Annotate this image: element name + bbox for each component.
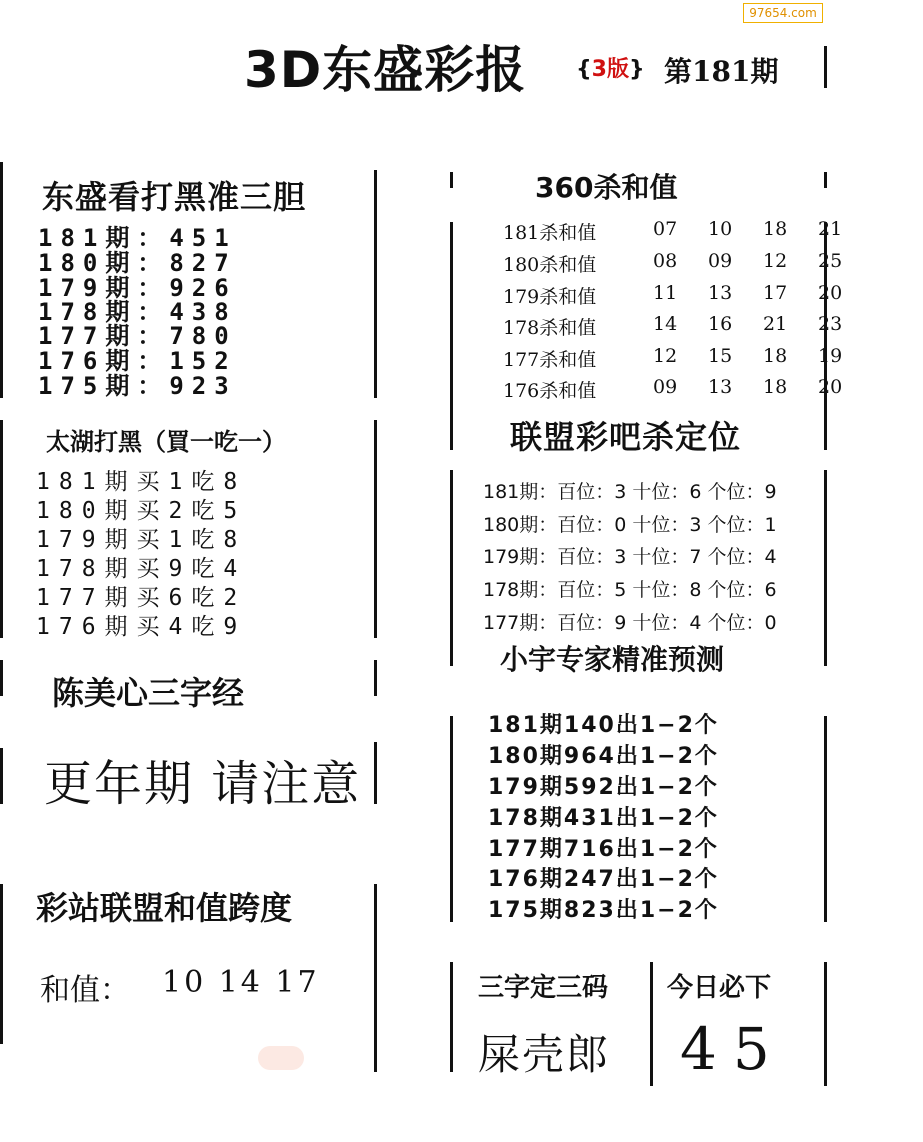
taihu-row: 176期买4吃9 <box>36 614 247 640</box>
divider <box>0 660 3 696</box>
divider <box>824 962 827 1086</box>
kill360-label: 180杀和值 <box>503 254 597 276</box>
divider <box>450 172 453 188</box>
divider <box>450 470 453 666</box>
xiaoyu-row: 175期823出1−2个 <box>488 898 719 923</box>
kill360-num: 15 <box>708 345 733 367</box>
divider <box>450 222 453 450</box>
dongsheng-row: 180期：827 <box>38 249 237 277</box>
taihu-row: 181期买1吃8 <box>36 469 247 495</box>
divider <box>374 420 377 638</box>
dongsheng-title: 东盛看打黑准三胆 <box>42 178 307 216</box>
kill360-num: 12 <box>653 345 678 367</box>
dongsheng-row: 179期：926 <box>38 274 237 302</box>
sum-values: 10 14 17 <box>162 965 320 1000</box>
kill360-row <box>503 250 843 277</box>
kill360-num: 12 <box>763 250 788 272</box>
kill360-row <box>503 376 843 403</box>
dongsheng-row: 177期：780 <box>38 322 237 350</box>
divider <box>824 470 827 666</box>
divider <box>0 748 3 804</box>
kill360-num: 18 <box>763 345 788 367</box>
kill360-num: 09 <box>653 376 678 398</box>
xiaoyu-title: 小宇专家精准预测 <box>500 643 725 676</box>
divider <box>374 660 377 696</box>
edition-close-brace: } <box>628 57 645 82</box>
kill360-row <box>503 282 843 309</box>
divider <box>0 420 3 638</box>
page-title: 3D东盛彩报 <box>244 41 527 99</box>
xiaoyu-row: 176期247出1−2个 <box>488 867 719 892</box>
xiaoyu-row: 180期964出1−2个 <box>488 744 719 769</box>
kill360-label: 181杀和值 <box>503 222 597 244</box>
dongsheng-row: 175期：923 <box>38 372 237 400</box>
kill360-num: 11 <box>653 282 678 304</box>
kill360-row <box>503 218 843 245</box>
divider <box>374 742 377 804</box>
divider <box>450 716 453 922</box>
edition-badge <box>576 52 645 83</box>
divider <box>0 162 3 398</box>
kill360-row <box>503 313 843 340</box>
divider <box>824 172 827 188</box>
dongsheng-row: 181期：451 <box>38 224 237 252</box>
divider <box>450 962 453 1072</box>
taihu-title: 太湖打黑（買一吃一） <box>46 428 286 456</box>
kill360-num: 21 <box>763 313 788 335</box>
kill360-num: 08 <box>653 250 678 272</box>
issue-number: 第181期 <box>664 55 779 88</box>
lianmeng-row: 179期：百位：3 十位：7 个位：4 <box>483 546 777 568</box>
notice-text: 更年期 请注意 <box>44 756 362 812</box>
dongsheng-row: 176期：152 <box>38 347 237 375</box>
kill360-num: 20 <box>818 376 843 398</box>
kill360-row <box>503 345 843 372</box>
kill360-title: 360杀和值 <box>535 171 678 204</box>
lianmeng-row: 178期：百位：5 十位：8 个位：6 <box>483 579 777 601</box>
lianmeng-row: 180期：百位：0 十位：3 个位：1 <box>483 514 777 536</box>
dongsheng-row: 178期：438 <box>38 298 237 326</box>
caizhan-title: 彩站联盟和值跨度 <box>36 889 293 927</box>
lianmeng-row: 181期：百位：3 十位：6 个位：9 <box>483 481 777 503</box>
kill360-label: 177杀和值 <box>503 349 597 371</box>
kill360-num: 13 <box>708 376 733 398</box>
kill360-num: 07 <box>653 218 678 240</box>
kill360-num: 19 <box>818 345 843 367</box>
lianmeng-row: 177期：百位：9 十位：4 个位：0 <box>483 612 777 634</box>
edition-number: 3版 <box>591 57 629 82</box>
xiaoyu-row: 178期431出1−2个 <box>488 806 719 831</box>
edition-open-brace: { <box>576 57 592 82</box>
divider <box>374 170 377 398</box>
sanzi-value: 屎壳郎 <box>478 1030 611 1079</box>
kill360-label: 179杀和值 <box>503 286 597 308</box>
kill360-label: 178杀和值 <box>503 317 597 339</box>
site-watermark: 97654.com <box>743 3 823 23</box>
kill360-num: 10 <box>708 218 733 240</box>
kill360-num: 14 <box>653 313 678 335</box>
kill360-label: 176杀和值 <box>503 380 597 402</box>
taihu-row: 180期买2吃5 <box>36 498 247 524</box>
sanzi-title: 三字定三码 <box>478 973 609 1003</box>
jinri-title: 今日必下 <box>667 973 772 1003</box>
kill360-num: 13 <box>708 282 733 304</box>
lianmeng-title: 联盟彩吧杀定位 <box>510 418 742 456</box>
jinri-value: 45 <box>680 1015 786 1083</box>
divider <box>0 884 3 1044</box>
kill360-num: 17 <box>763 282 788 304</box>
decorative-smudge <box>258 1046 304 1070</box>
taihu-row: 179期买1吃8 <box>36 527 247 553</box>
sum-label: 和值： <box>40 973 130 1008</box>
xiaoyu-row: 179期592出1−2个 <box>488 775 719 800</box>
taihu-row: 178期买9吃4 <box>36 556 247 582</box>
kill360-num: 18 <box>763 376 788 398</box>
xiaoyu-row: 177期716出1−2个 <box>488 837 719 862</box>
kill360-num: 23 <box>818 313 843 335</box>
kill360-num: 25 <box>818 250 843 272</box>
taihu-row: 177期买6吃2 <box>36 585 247 611</box>
xiaoyu-row: 181期140出1−2个 <box>488 713 719 738</box>
divider <box>824 46 827 88</box>
kill360-num: 18 <box>763 218 788 240</box>
divider <box>650 962 653 1086</box>
kill360-num: 20 <box>818 282 843 304</box>
kill360-num: 09 <box>708 250 733 272</box>
kill360-num: 16 <box>708 313 733 335</box>
divider <box>374 884 377 1072</box>
chen-title: 陈美心三字经 <box>52 674 245 712</box>
divider <box>824 716 827 922</box>
kill360-num: 21 <box>818 218 843 240</box>
